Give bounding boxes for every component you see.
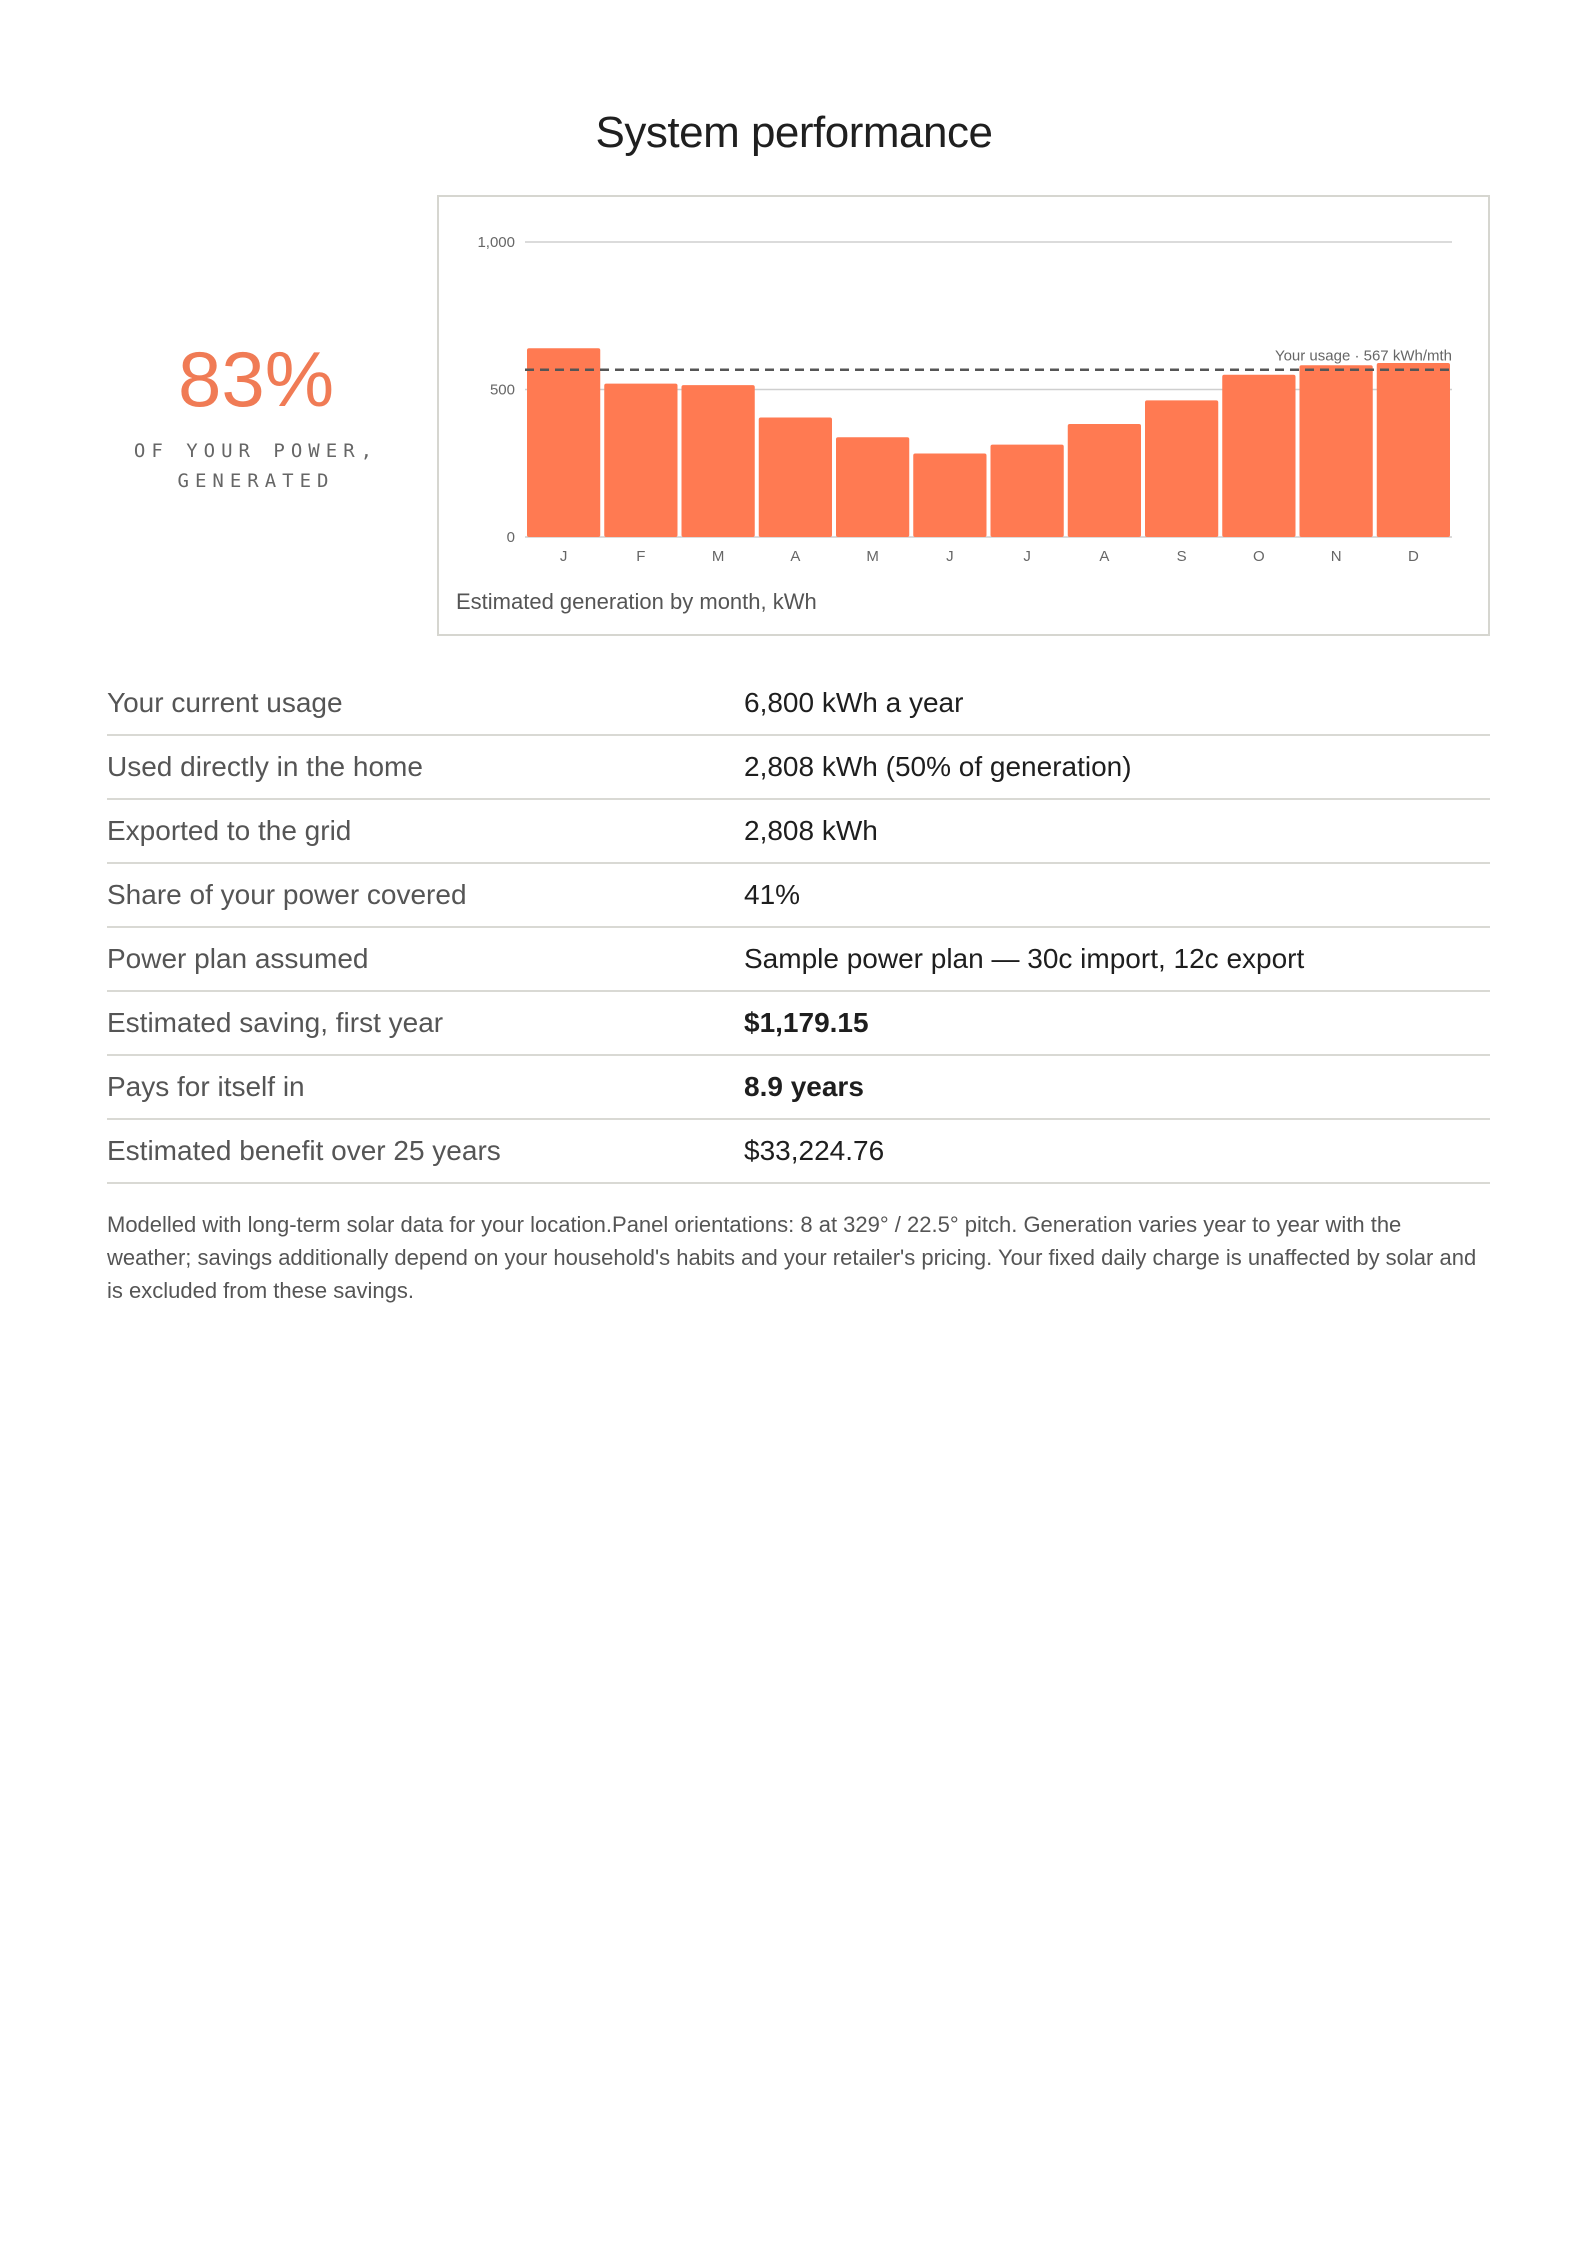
- x-tick-label: J: [946, 548, 954, 565]
- bar: [1222, 375, 1295, 537]
- fact-row: [107, 1120, 1490, 1184]
- fact-row: [107, 800, 1490, 864]
- fact-value: $33,224.76: [744, 1135, 885, 1166]
- fact-label: Used directly in the home: [107, 751, 423, 782]
- fact-label: Exported to the grid: [107, 815, 352, 846]
- fact-value: Sample power plan — 30c import, 12c export: [744, 943, 1305, 974]
- bar: [1377, 363, 1450, 537]
- fact-value: 8.9 years: [744, 1071, 864, 1102]
- x-tick-label: F: [636, 548, 646, 565]
- fact-label: Share of your power covered: [107, 879, 467, 910]
- x-tick-label: A: [1099, 548, 1110, 565]
- x-tick-label: J: [1023, 548, 1031, 565]
- x-tick-label: S: [1176, 548, 1187, 565]
- x-tick-label: N: [1330, 548, 1342, 565]
- system-facts-table: [107, 672, 1490, 1184]
- fact-label: Power plan assumed: [107, 943, 369, 974]
- bar: [991, 445, 1064, 537]
- page-title: System performance: [595, 108, 993, 157]
- fact-value: 6,800 kWh a year: [744, 687, 964, 718]
- x-tick-label: J: [559, 548, 568, 565]
- bar: [759, 418, 832, 537]
- x-tick-label: O: [1253, 548, 1265, 565]
- bar: [1300, 365, 1373, 537]
- fact-label: Estimated saving, first year: [107, 1007, 444, 1038]
- y-tick-label: 1,000: [477, 234, 515, 251]
- fact-row: [107, 736, 1490, 800]
- fact-value: $1,179.15: [744, 1007, 869, 1038]
- y-tick-label: 0: [506, 529, 515, 546]
- fact-row: [107, 1056, 1490, 1120]
- fact-row: [107, 992, 1490, 1056]
- generation-share-caption: [100, 436, 412, 496]
- x-tick-label: M: [711, 548, 725, 565]
- bar: [1068, 424, 1141, 537]
- bar: [682, 385, 755, 537]
- bar: [913, 454, 986, 537]
- x-tick-label: M: [866, 548, 879, 565]
- fact-row: [107, 672, 1490, 736]
- bar: [527, 348, 600, 537]
- bar: [836, 437, 909, 537]
- x-tick-label: D: [1407, 548, 1419, 565]
- fact-row: [107, 864, 1490, 928]
- monthly-generation-chart: [437, 195, 1490, 636]
- chart-canvas: [439, 197, 1488, 634]
- x-tick-label: A: [790, 548, 801, 565]
- modelling-note: Modelled with long-term solar data for your location.Panel orientations: 8 at 329° / 22.5° pitch. Generation varies year to year with the weather; savings additionally depend on your household's habits and your retailer's pricing. Your fixed daily charge is unaffected by solar and is excluded from these savings.: [107, 1212, 1477, 1303]
- fact-label: Pays for itself in: [107, 1071, 305, 1102]
- bar: [1145, 400, 1218, 537]
- fact-label: Estimated benefit over 25 years: [107, 1135, 501, 1166]
- y-tick-label: 500: [489, 381, 515, 399]
- chart-caption: Estimated generation by month, kWh: [456, 589, 817, 614]
- usage-reference-label: Your usage · 567 kWh/mth: [1274, 347, 1452, 365]
- bar: [604, 384, 677, 537]
- generation-share-percent: 83%: [177, 335, 335, 423]
- fact-value: 41%: [744, 879, 801, 910]
- generation-share-caption-line1: OF YOUR POWER,: [133, 440, 379, 462]
- generation-share-headline: [100, 335, 412, 496]
- fact-label: Your current usage: [107, 687, 343, 718]
- fact-value: 2,808 kWh: [744, 815, 878, 846]
- fact-row: [107, 928, 1490, 992]
- fact-value: 2,808 kWh (50% of generation): [744, 751, 1132, 782]
- generation-share-caption-line2: GENERATED: [177, 470, 335, 492]
